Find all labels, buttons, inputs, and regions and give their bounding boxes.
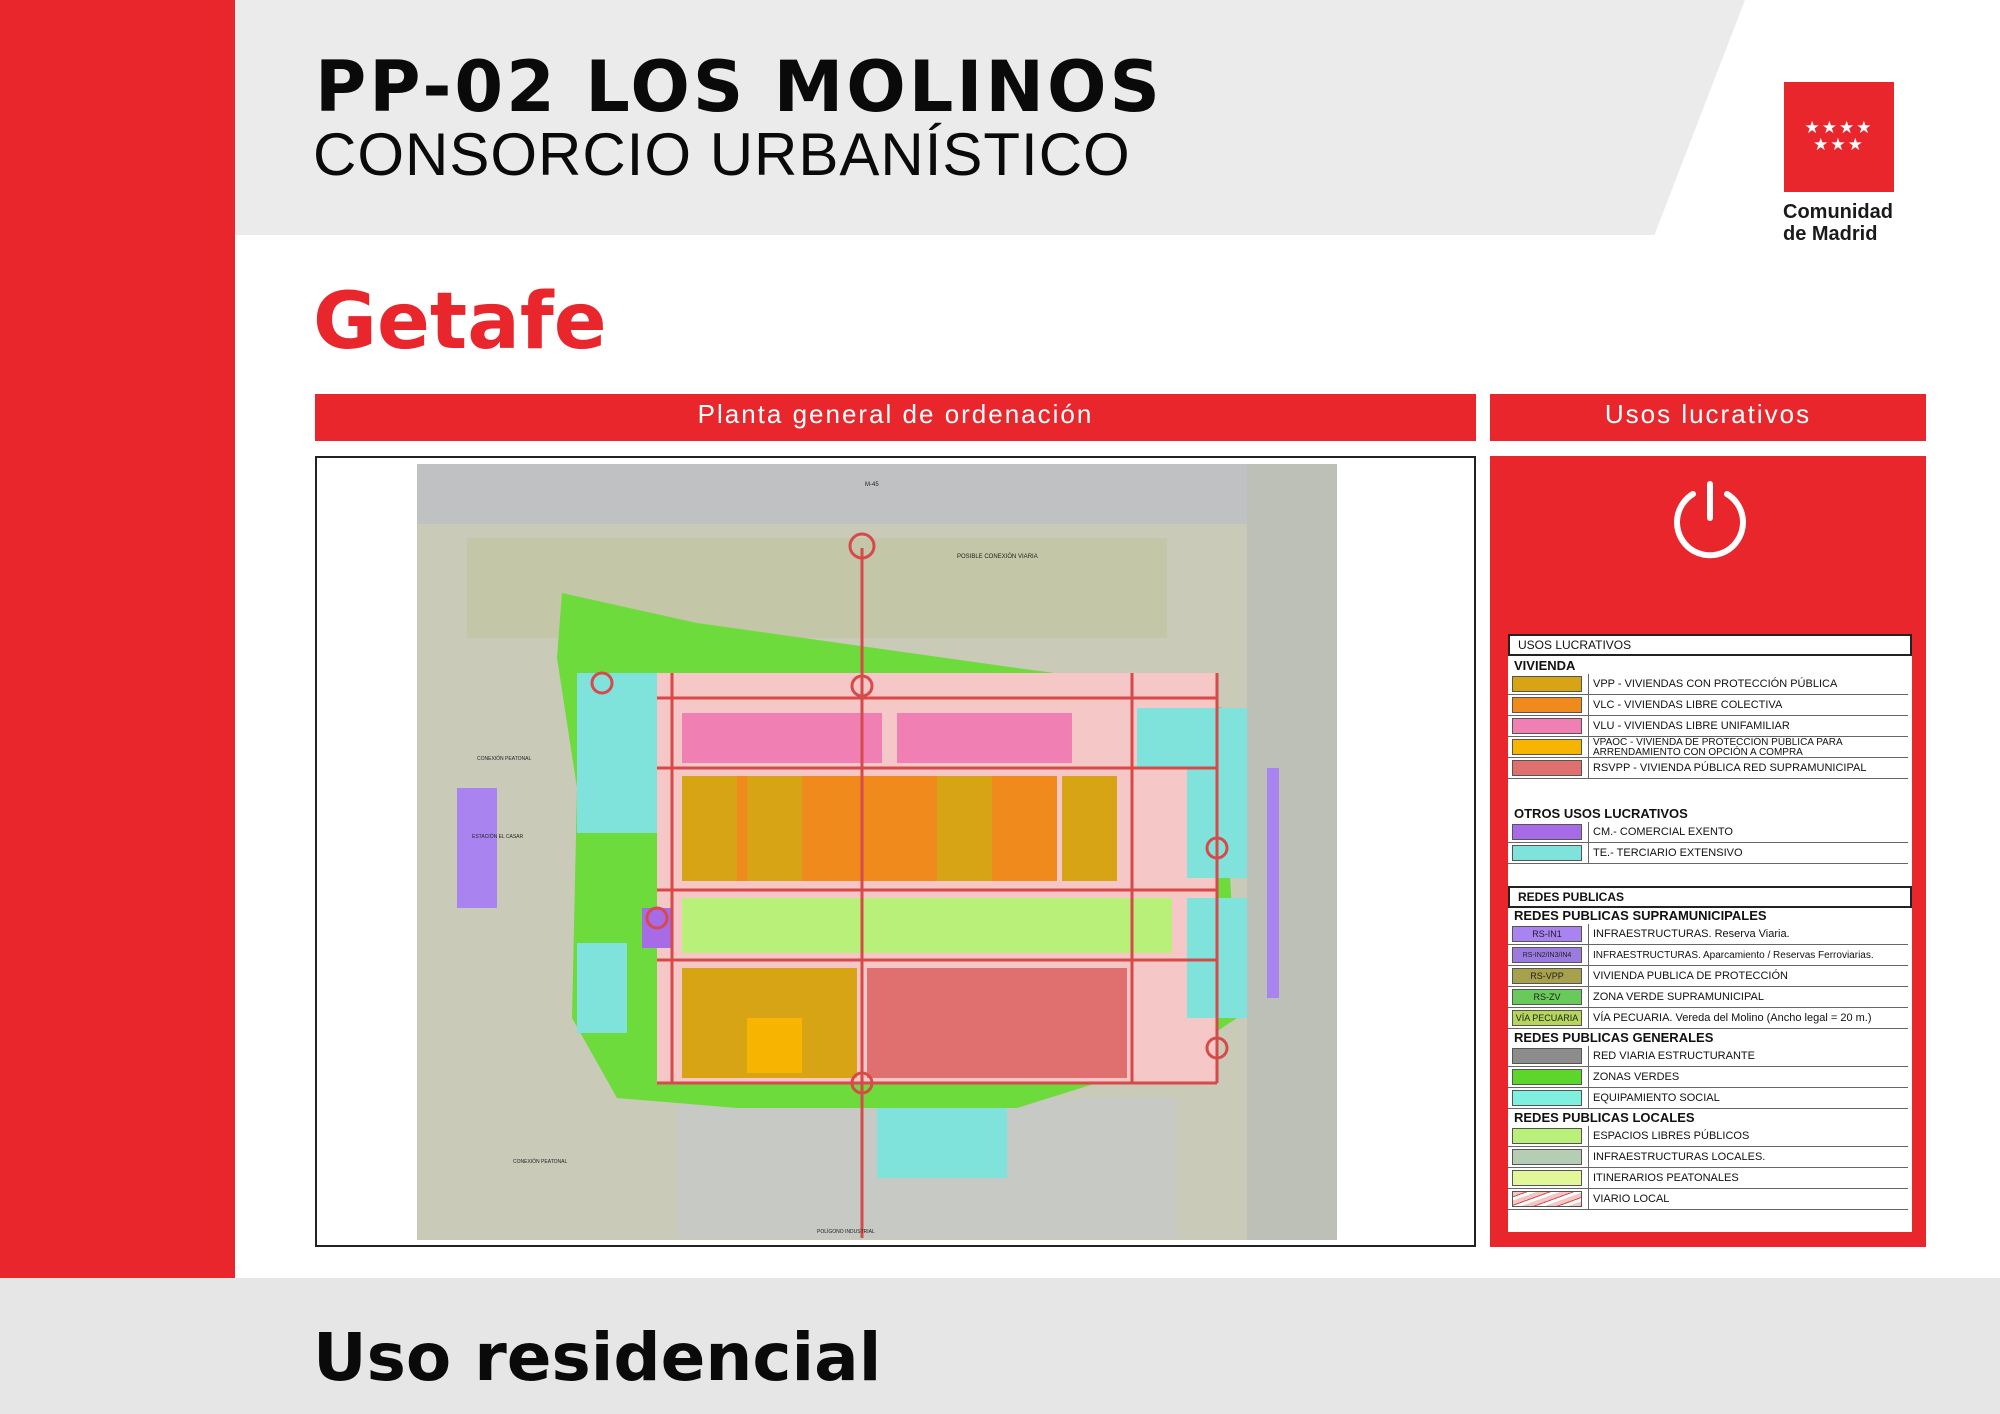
vpp-block-2 (747, 776, 802, 881)
east-highway (1247, 464, 1337, 1240)
legend-label: ZONA VERDE SUPRAMUNICIPAL (1588, 987, 1906, 1008)
legend-label: VLC - VIVIENDAS LIBRE COLECTIVA (1588, 695, 1906, 716)
logo-text-line-1: Comunidad (1783, 201, 1893, 223)
legend-label: RED VIARIA ESTRUCTURANTE (1588, 1046, 1906, 1067)
legend-label: ESPACIOS LIBRES PÚBLICOS (1588, 1126, 1906, 1147)
vpaoc-block (747, 1018, 802, 1073)
footer-title: Uso residencial (313, 1319, 882, 1396)
legend-label: ZONAS VERDES (1588, 1067, 1906, 1088)
legend-label: VPAOC - VIVIENDA DE PROTECCIÓN PÚBLICA PARA ARRENDAMIENTO CON OPCIÓN A COMPRA (1588, 737, 1906, 758)
master-plan-image (315, 456, 1476, 1247)
vpp-block-1 (682, 776, 737, 881)
legend-label: VIARIO LOCAL (1588, 1189, 1906, 1210)
power-icon (1669, 478, 1751, 560)
legend-row-vpaoc (1508, 737, 1908, 758)
left-accent-strip (0, 0, 235, 1278)
page-subtitle: CONSORCIO URBANÍSTICO (313, 121, 1131, 188)
rsvpp-blocks (867, 968, 1127, 1078)
legend-swatch (1512, 1048, 1582, 1064)
pedestrian-connection-label: CONEXIÓN PEATONAL (477, 756, 532, 762)
legend-swatch: RS-ZV (1512, 989, 1582, 1005)
legend-label: CM.- COMERCIAL EXENTO (1588, 822, 1906, 843)
legend-swatch: RS-IN1 (1512, 926, 1582, 942)
legend-row-rsvpp (1508, 758, 1908, 779)
legend-label: TE.- TERCIARIO EXTENSIVO (1588, 843, 1906, 864)
plan-section-header: Planta general de ordenación (315, 394, 1476, 441)
land-use-legend (1508, 634, 1912, 1232)
legend-row-infra-locales (1508, 1147, 1908, 1168)
rail-reserve (457, 788, 497, 908)
highway-band (417, 464, 1337, 524)
legend-row-te (1508, 843, 1908, 864)
equipment-west (577, 673, 657, 833)
equipment-south (877, 1108, 1007, 1178)
legend-generales-heading: REDES PUBLICAS GENERALES (1514, 1030, 1714, 1045)
legend-title: USOS LUCRATIVOS (1508, 634, 1912, 656)
legend-otros-heading: OTROS USOS LUCRATIVOS (1514, 806, 1688, 821)
legend-swatch: VÍA PECUARIA (1512, 1010, 1582, 1026)
vlc-blocks-north (682, 776, 1057, 881)
comunidad-madrid-logo (1784, 82, 1894, 192)
legend-label: INFRAESTRUCTURAS. Reserva Viaria. (1588, 924, 1906, 945)
equipment-sw (577, 943, 627, 1033)
legend-locales-heading: REDES PUBLICAS LOCALES (1514, 1110, 1695, 1125)
legend-swatch: RS-IN2/IN3/IN4 (1512, 947, 1582, 963)
legend-row-espacios-libres (1508, 1126, 1908, 1147)
legend-swatch (1512, 1128, 1582, 1144)
legend-label: EQUIPAMIENTO SOCIAL (1588, 1088, 1906, 1109)
pedestrian-connection-bottom-label: CONEXIÓN PEATONAL (513, 1159, 568, 1165)
legend-row-via-pecuaria (1508, 1008, 1908, 1029)
legend-row-zonas-verdes (1508, 1067, 1908, 1088)
legend-swatch (1512, 676, 1582, 692)
page-title: PP-02 LOS MOLINOS (315, 46, 1163, 128)
m45-label: M-45 (865, 482, 879, 488)
legend-redes-heading: REDES PUBLICAS (1508, 886, 1912, 908)
vpp-block-3 (937, 776, 992, 881)
legend-panel (1490, 456, 1926, 1247)
legend-row-rs-in2 (1508, 945, 1908, 966)
station-label: ESTACIÓN EL CASAR (472, 834, 524, 840)
legend-row-rs-zv (1508, 987, 1908, 1008)
master-plan-drawing (317, 458, 1474, 1245)
legend-swatch (1512, 739, 1582, 755)
vlu-blocks-ne (897, 713, 1072, 763)
legend-vivienda-heading: VIVIENDA (1514, 658, 1576, 673)
legend-row-equipamiento (1508, 1088, 1908, 1109)
road-reserve (1267, 768, 1279, 998)
legend-row-vlc (1508, 695, 1908, 716)
logo-stars-icon: ★★★★ ★★★ (1804, 118, 1874, 155)
legend-swatch (1512, 697, 1582, 713)
legend-supra-heading: REDES PUBLICAS SUPRAMUNICIPALES (1514, 908, 1767, 923)
legend-row-viario-local (1508, 1189, 1908, 1210)
legend-swatch (1512, 760, 1582, 776)
central-open-space (682, 898, 1172, 953)
legend-row-red-viaria (1508, 1046, 1908, 1067)
legend-label: RSVPP - VIVIENDA PÚBLICA RED SUPRAMUNICIPAL (1588, 758, 1906, 779)
legend-label: ITINERARIOS PEATONALES (1588, 1168, 1906, 1189)
legend-label: VIVIENDA PUBLICA DE PROTECCIÓN (1588, 966, 1906, 987)
legend-row-itinerarios (1508, 1168, 1908, 1189)
legend-swatch (1512, 1090, 1582, 1106)
city-name: Getafe (313, 277, 607, 367)
legend-swatch (1512, 1149, 1582, 1165)
industrial-label: POLÍGONO INDUSTRIAL (817, 1229, 875, 1235)
possible-connection-label: POSIBLE CONEXIÓN VIARIA (957, 554, 1038, 560)
logo-text-line-2: de Madrid (1783, 223, 1878, 245)
legend-row-rs-vpp (1508, 966, 1908, 987)
legend-label: VPP - VIVIENDAS CON PROTECCIÓN PÚBLICA (1588, 674, 1906, 695)
legend-section-header: Usos lucrativos (1490, 394, 1926, 441)
logo-text (1783, 201, 1893, 245)
legend-swatch (1512, 824, 1582, 840)
legend-swatch (1512, 1191, 1582, 1207)
legend-row-cm (1508, 822, 1908, 843)
legend-swatch (1512, 718, 1582, 734)
legend-row-vpp (1508, 674, 1908, 695)
legend-row-rs-in1 (1508, 924, 1908, 945)
legend-swatch (1512, 1069, 1582, 1085)
legend-label: VLU - VIVIENDAS LIBRE UNIFAMILIAR (1588, 716, 1906, 737)
legend-row-vlu (1508, 716, 1908, 737)
legend-swatch: RS-VPP (1512, 968, 1582, 984)
legend-label: VÍA PECUARIA. Vereda del Molino (Ancho legal = 20 m.) (1588, 1008, 1906, 1029)
legend-swatch (1512, 845, 1582, 861)
footer-band (0, 1278, 2000, 1414)
legend-swatch (1512, 1170, 1582, 1186)
legend-label: INFRAESTRUCTURAS. Aparcamiento / Reservas Ferroviarias. (1588, 945, 1906, 966)
vlu-blocks-nw (682, 713, 882, 763)
legend-label: INFRAESTRUCTURAS LOCALES. (1588, 1147, 1906, 1168)
vpp-block-4 (1062, 776, 1117, 881)
